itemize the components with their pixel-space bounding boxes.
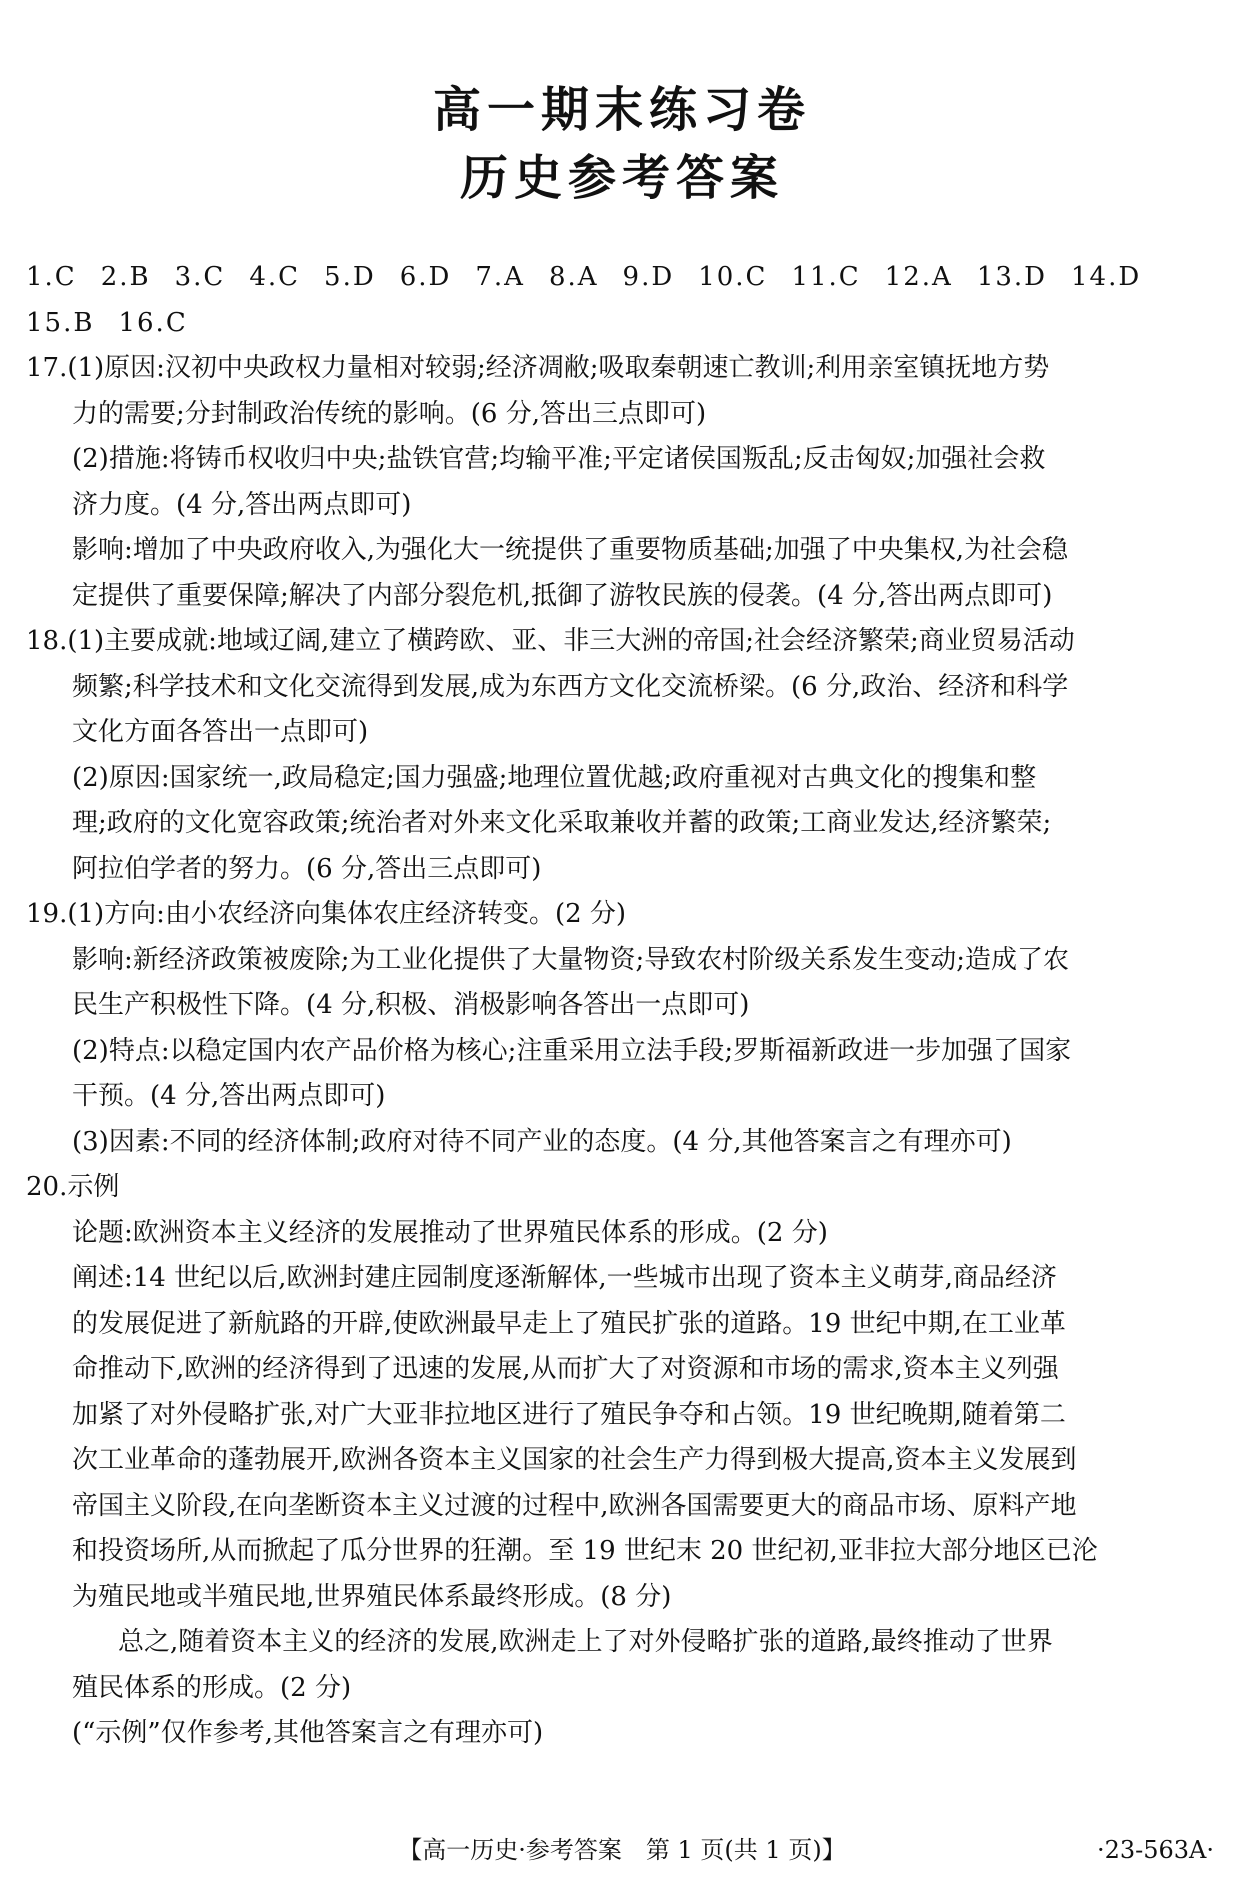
choice-answer: 5.D (324, 262, 376, 292)
exam-subtitle: 历史参考答案 (459, 150, 784, 206)
choice-answer: 9.D (622, 262, 675, 292)
choice-answer: 6.D (399, 262, 452, 292)
q20-line: 的发展促进了新航路的开辟,使欧洲最早走上了殖民扩张的道路。19 世纪中期,在工业革 (72, 1308, 1066, 1339)
choice-answers-row-2 (26, 301, 1216, 347)
q19-line: (3)因素:不同的经济体制;政府对待不同产业的态度。(4 分,其他答案言之有理亦可) (72, 1126, 1012, 1157)
exam-title: 高一期末练习卷 (432, 82, 811, 138)
q20-line: 帝国主义阶段,在向垄断资本主义过渡的过程中,欧洲各国需要更大的商品市场、原料产地 (72, 1490, 1077, 1521)
choice-answer: 10.C (698, 262, 768, 292)
q20-line: 次工业革命的蓬勃展开,欧洲各资本主义国家的社会生产力得到极大提高,资本主义发展到 (72, 1445, 1077, 1475)
q18-line: 阿拉伯学者的努力。(6 分,答出三点即可) (72, 853, 542, 884)
q18-line: (2)原因:国家统一,政局稳定;国力强盛;地理位置优越;政府重视对古典文化的搜集和整 (72, 762, 1037, 793)
choice-answer: 13.D (976, 262, 1048, 292)
choice-answer: 16.C (118, 307, 188, 338)
q20-line: 殖民体系的形成。(2 分) (72, 1672, 352, 1703)
footer-page-label: 【高一历史·参考答案 第 1 页(共 1 页)】 (398, 1836, 846, 1864)
q20-line: 总之,随着资本主义的经济的发展,欧洲走上了对外侵略扩张的道路,最终推动了世界 (118, 1627, 1053, 1657)
q19-line: 影响:新经济政策被废除;为工业化提供了大量物资;导致农村阶级关系发生变动;造成了农 (72, 944, 1070, 975)
q20-line: 和投资场所,从而掀起了瓜分世界的狂潮。至 19 世纪末 20 世纪初,亚非拉大部分地区已沦 (72, 1536, 1098, 1566)
q18-line: 频繁;科学技术和文化交流得到发展,成为东西方文化交流桥梁。(6 分,政治、经济和科学 (72, 671, 1069, 702)
q19-line: 干预。(4 分,答出两点即可) (72, 1081, 386, 1111)
q17-line: 力的需要;分封制政治传统的影响。(6 分,答出三点即可) (72, 398, 707, 429)
q20-line: 论题:欧洲资本主义经济的发展推动了世界殖民体系的形成。(2 分) (72, 1217, 828, 1248)
choice-answer: 4.C (249, 262, 301, 292)
choice-answer: 15.B (26, 307, 95, 338)
page-footer (0, 1830, 1244, 1870)
q19-line: (2)特点:以稳定国内农产品价格为核心;注重采用立法手段;罗斯福新政进一步加强了国家 (72, 1035, 1072, 1066)
q17-line: 影响:增加了中央政府收入,为强化大一统提供了重要物质基础;加强了中央集权,为社会稳 (72, 535, 1069, 565)
q17-line: 定提供了重要保障;解决了内部分裂危机,抵御了游牧民族的侵袭。(4 分,答出两点即可) (72, 580, 1053, 611)
choice-answer: 12.A (884, 262, 953, 292)
q18-line: 文化方面各答出一点即可) (72, 717, 369, 747)
q17-line: 17.(1)原因:汉初中央政权力量相对较弱;经济凋敝;吸取秦朝速亡教训;利用亲室镇抚地方势 (26, 353, 1050, 383)
q20-line: 为殖民地或半殖民地,世界殖民体系最终形成。(8 分) (72, 1581, 672, 1612)
q20-note: (“示例”仅作参考,其他答案言之有理亦可) (72, 1718, 544, 1748)
q19-line: 19.(1)方向:由小农经济向集体农庄经济转变。(2 分) (26, 899, 627, 929)
q18-line: 18.(1)主要成就:地域辽阔,建立了横跨欧、亚、非三大洲的帝国;社会经济繁荣;商业贸易活动 (26, 626, 1075, 656)
choice-answer: 8.A (548, 262, 599, 292)
q20-line: 20.示例 (26, 1172, 120, 1202)
q19-line: 民生产积极性下降。(4 分,积极、消极影响各答出一点即可) (72, 990, 750, 1020)
q18-line: 理;政府的文化宽容政策;统治者对外来文化采取兼收并蓄的政策;工商业发达,经济繁荣; (72, 808, 1052, 838)
q17-line: 济力度。(4 分,答出两点即可) (72, 489, 412, 520)
choice-answer: 14.D (1071, 262, 1142, 292)
choice-answer: 3.C (174, 262, 226, 292)
choice-answer: 1.C (26, 262, 77, 292)
q20-line: 阐述:14 世纪以后,欧洲封建庄园制度逐渐解体,一些城市出现了资本主义萌芽,商品经济 (72, 1263, 1057, 1293)
q20-line: 加紧了对外侵略扩张,对广大亚非拉地区进行了殖民争夺和占领。19 世纪晚期,随着第二 (72, 1399, 1066, 1430)
footer-exam-code: ·23-563A· (1096, 1836, 1214, 1864)
choice-answers-row-1 (26, 255, 1216, 301)
answer-content (26, 255, 1216, 1757)
q17-line: (2)措施:将铸币权收归中央;盐铁官营;均输平准;平定诸侯国叛乱;反击匈奴;加强社会救 (72, 444, 1046, 474)
choice-answer: 11.C (791, 262, 861, 292)
choice-answer: 7.A (475, 262, 525, 292)
q20-line: 命推动下,欧洲的经济得到了迅速的发展,从而扩大了对资源和市场的需求,资本主义列强 (72, 1354, 1059, 1384)
choice-answer: 2.B (100, 262, 151, 292)
